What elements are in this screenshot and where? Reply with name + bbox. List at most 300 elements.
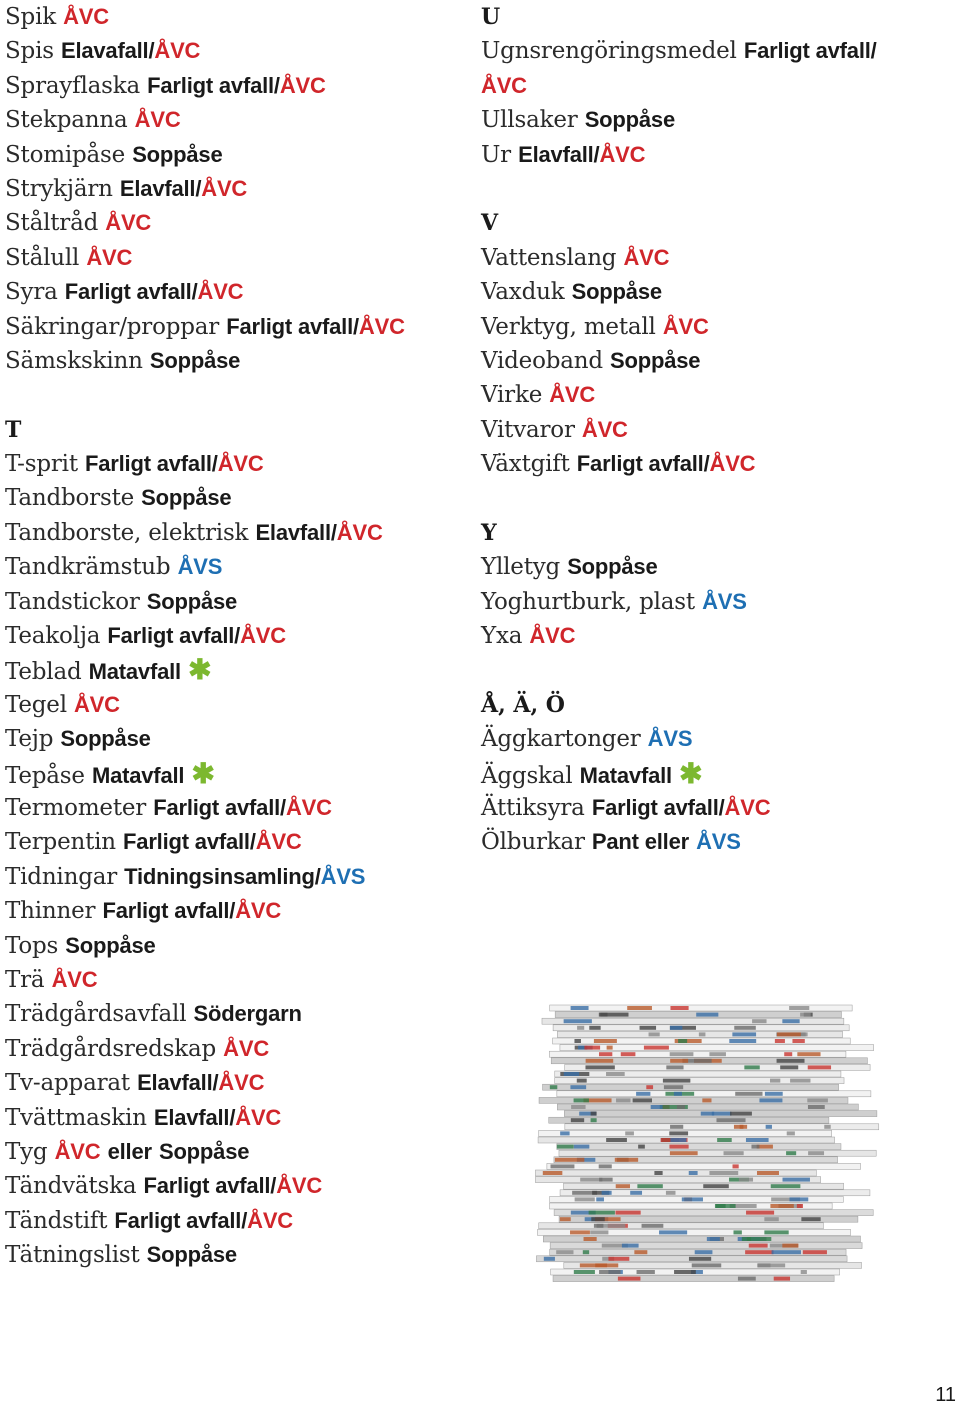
item-name: Äggskal (481, 762, 573, 789)
newspaper-print (792, 1039, 804, 1043)
newspaper-print (808, 1065, 831, 1069)
newspaper-print (734, 1125, 743, 1129)
disposal-label: Soppåse (146, 588, 238, 614)
item-name: Vattenslang (481, 244, 617, 271)
spacer (481, 653, 956, 687)
newspaper-print (807, 1098, 828, 1102)
newspaper-print (699, 1032, 706, 1036)
disposal-label: ÅVC (599, 141, 646, 167)
disposal-label: Soppåse (132, 141, 223, 167)
disposal-label: ÅVC (481, 72, 527, 98)
item-name: Tejp (5, 726, 54, 753)
disposal-label: Pant eller (591, 829, 689, 855)
list-item (5, 0, 465, 34)
disposal-label: ÅVC (54, 1138, 101, 1164)
disposal-label: Soppåse (60, 726, 151, 752)
newspaper-print (757, 1171, 779, 1175)
spacer (481, 172, 956, 206)
disposal-label: Elavfall/ (255, 519, 337, 545)
newspaper-print (751, 1145, 759, 1149)
newspaper-print (739, 1178, 753, 1182)
newspaper-print (649, 1032, 660, 1036)
newspaper-print (732, 1032, 756, 1036)
newspaper-print (729, 1039, 756, 1043)
disposal-label: Soppåse (571, 279, 662, 305)
newspaper-print (787, 1131, 795, 1135)
list-item (5, 1238, 465, 1272)
item-name: Terpentin (5, 829, 116, 856)
newspaper-print (733, 1164, 739, 1168)
newspaper-print (749, 1244, 768, 1248)
newspaper-print (659, 1230, 687, 1234)
newspaper-print (801, 1217, 820, 1221)
list-item (5, 757, 465, 791)
newspaper-print (678, 1039, 687, 1043)
newspaper-print (586, 1059, 614, 1063)
disposal-label: Soppåse (158, 1138, 250, 1164)
newspaper-print (733, 1230, 741, 1234)
newspaper-print (636, 1092, 650, 1096)
newspaper-print (594, 1039, 617, 1043)
newspaper-print (774, 1277, 790, 1281)
newspaper-print (608, 1257, 629, 1261)
newspaper-print (772, 1250, 801, 1254)
newspaper-print (770, 1079, 780, 1083)
newspaper-print (801, 1032, 807, 1036)
newspaper-print (707, 1237, 720, 1241)
item-name: Tandborste, elektrisk (5, 519, 249, 546)
newspaper-print (585, 1065, 614, 1069)
list-item (5, 653, 465, 687)
disposal-label: ÅVS (702, 588, 747, 614)
newspaper-print (571, 1105, 585, 1109)
item-name: Tv-apparat (5, 1070, 130, 1097)
newspaper-print (670, 1125, 683, 1129)
asterisk-icon: ✱ (679, 757, 703, 789)
newspaper-print (570, 1085, 586, 1089)
newspaper-print (745, 1250, 773, 1254)
list-item (5, 310, 465, 344)
list-item (481, 757, 956, 791)
disposal-label: Farligt avfall/ (576, 451, 710, 477)
list-item (481, 825, 956, 859)
disposal-label: ÅVC (662, 313, 709, 339)
disposal-label: Elavfall/ (119, 175, 202, 201)
newspaper-print (670, 1006, 688, 1010)
list-item (481, 344, 956, 378)
disposal-label: ÅVC (218, 1070, 265, 1096)
newspaper-print (689, 1257, 711, 1261)
newspaper-print (550, 1085, 557, 1089)
disposal-label: Matavfall (91, 762, 185, 788)
item-name: Trädgårdsavfall (5, 1001, 187, 1028)
newspaper-layer (565, 1124, 879, 1130)
disposal-label: Farligt avfall/ (114, 1207, 248, 1233)
newspaper-print (746, 1211, 774, 1215)
disposal-label: Farligt avfall/ (153, 794, 286, 820)
newspaper-print (716, 1204, 736, 1208)
item-name: Teakolja (5, 623, 101, 650)
newspaper-print (591, 1217, 604, 1221)
list-item (5, 1169, 465, 1203)
newspaper-print (590, 1230, 608, 1234)
disposal-label: ÅVC (51, 966, 98, 992)
newspaper-layer (550, 1243, 862, 1249)
newspaper-print (717, 1138, 732, 1142)
disposal-label: ÅVC (235, 1104, 282, 1130)
newspaper-print (544, 1257, 555, 1261)
newspaper-print (557, 1145, 574, 1149)
list-item (481, 241, 956, 275)
newspaper-print (599, 1013, 629, 1017)
newspaper-print (591, 1118, 597, 1122)
item-name: Ugnsrengöringsmedel (481, 38, 737, 65)
list-item (5, 172, 465, 206)
right-column (481, 0, 956, 860)
disposal-label: ÅVS (320, 863, 366, 889)
list-item (481, 447, 956, 481)
newspaper-print (797, 1204, 803, 1208)
newspaper-print (599, 1164, 612, 1168)
newspaper-print (759, 1098, 782, 1102)
newspaper-print (766, 1125, 772, 1129)
newspaper-print (640, 1026, 657, 1030)
disposal-label: ÅVC (154, 38, 201, 64)
disposal-label: ÅVS (177, 554, 223, 580)
newspaper-print (674, 1270, 696, 1274)
newspaper-print (808, 1151, 824, 1155)
newspaper-print (574, 1145, 590, 1149)
list-item (481, 103, 956, 137)
list-item (5, 34, 465, 68)
newspaper-print (808, 1105, 825, 1109)
left-column (5, 0, 465, 1272)
newspaper-print (738, 1277, 756, 1281)
newspaper-layer (557, 1091, 871, 1097)
newspaper-print (651, 1105, 663, 1109)
item-name: Spik (5, 4, 56, 30)
newspaper-print (599, 1270, 620, 1274)
newspaper-layer (559, 1150, 876, 1156)
newspaper-print (712, 1112, 732, 1116)
newspaper-print (574, 1039, 581, 1043)
list-item (481, 791, 956, 825)
newspaper-print (634, 1250, 647, 1254)
newspaper-print (571, 1118, 584, 1122)
newspaper-print (790, 1197, 809, 1201)
item-name: Trädgårdsredskap (5, 1035, 217, 1062)
item-name: Stålull (5, 244, 80, 271)
item-name: Thinner (5, 898, 96, 925)
list-item (5, 1204, 465, 1238)
newspaper-print (664, 1085, 683, 1089)
page-number: 11 (935, 1384, 956, 1406)
newspaper-print (797, 1052, 820, 1056)
list-item (5, 997, 465, 1031)
newspaper-print (689, 1171, 698, 1175)
newspaper-stack-photo (510, 985, 890, 1295)
newspaper-print (580, 1178, 602, 1182)
item-name: Termometer (5, 794, 147, 821)
list-item (5, 69, 465, 103)
disposal-label: ÅVC (217, 451, 264, 477)
item-name: Ståltråd (5, 210, 99, 237)
disposal-label: ÅVS (647, 726, 693, 752)
disposal-label: Farligt avfall/ (85, 451, 218, 477)
newspaper-print (654, 1171, 662, 1175)
item-name: Växtgift (481, 451, 570, 478)
disposal-label: Matavfall (88, 659, 181, 685)
disposal-label: ÅVC (336, 519, 383, 545)
newspaper-print (764, 1230, 788, 1234)
newspaper-print (742, 1237, 751, 1241)
disposal-label: Farligt avfall/ (64, 279, 198, 305)
disposal-label: ÅVC (549, 382, 596, 408)
newspaper-print (621, 1052, 636, 1056)
newspaper-print (589, 1211, 615, 1215)
newspaper-print (746, 1138, 769, 1142)
newspaper-print (770, 1204, 793, 1208)
list-item (5, 1032, 465, 1066)
newspaper-print (625, 1131, 634, 1135)
list-item (5, 481, 465, 515)
newspaper-print (777, 1059, 805, 1063)
item-name: Yoghurtburk, plast (481, 588, 695, 615)
disposal-label: Farligt avfall/ (743, 38, 877, 64)
newspaper-print (670, 1138, 686, 1142)
item-name: Äggkartonger (481, 726, 641, 753)
newspaper-print (790, 1079, 810, 1083)
newspaper-print (775, 1039, 785, 1043)
item-name: Tändstift (5, 1207, 108, 1234)
newspaper-print (560, 1217, 571, 1221)
newspaper-print (801, 1270, 807, 1274)
newspaper-print (692, 1263, 722, 1267)
newspaper-print (824, 1125, 830, 1129)
item-name: Sprayflaska (5, 72, 141, 99)
newspaper-print (642, 1224, 664, 1228)
newspaper-print (670, 1151, 698, 1155)
list-item (5, 138, 465, 172)
item-name: Virke (481, 382, 543, 409)
item-name: Videoband (481, 347, 603, 374)
newspaper-print (696, 1013, 718, 1017)
newspaper-print (666, 1191, 676, 1195)
newspaper-print (800, 1013, 811, 1017)
item-name: Tops (5, 932, 59, 959)
disposal-label: Farligt avfall/ (123, 829, 256, 855)
disposal-label: ÅVC (134, 107, 181, 133)
newspaper-print (765, 1092, 783, 1096)
newspaper-print (786, 1151, 796, 1155)
spacer (481, 481, 956, 515)
newspaper-layer (539, 1223, 824, 1229)
item-name: Ullsaker (481, 107, 578, 134)
newspaper-print (615, 1158, 638, 1162)
asterisk-icon: ✱ (188, 654, 212, 686)
item-name: Ylletyg (481, 554, 561, 581)
newspaper-print (782, 1244, 798, 1248)
list-item (5, 516, 465, 550)
newspaper-print (784, 1052, 792, 1056)
newspaper-print (599, 1052, 612, 1056)
newspaper-print (606, 1072, 625, 1076)
newspaper-print (584, 1237, 597, 1241)
disposal-label: Soppåse (610, 347, 701, 373)
disposal-label: ÅVC (724, 794, 771, 820)
list-item (481, 34, 956, 68)
disposal-label: Soppåse (65, 932, 156, 958)
item-name: Tändvätska (5, 1173, 137, 1200)
list-item (5, 963, 465, 997)
newspaper-print (777, 1032, 801, 1036)
disposal-label: Soppåse (149, 347, 241, 373)
newspaper-print (622, 1244, 639, 1248)
newspaper-print (584, 1046, 600, 1050)
newspaper-print (669, 1131, 688, 1135)
newspaper-print (551, 1164, 575, 1168)
disposal-label: Soppåse (141, 485, 232, 511)
item-name: Tepåse (5, 762, 85, 789)
newspaper-print (591, 1112, 597, 1116)
newspaper-print (782, 1019, 799, 1023)
newspaper-print (574, 1098, 589, 1102)
item-name: Trä (5, 966, 45, 993)
newspaper-print (570, 1230, 590, 1234)
newspaper-print (764, 1217, 778, 1221)
asterisk-icon: ✱ (191, 757, 215, 789)
newspaper-print (669, 1145, 688, 1149)
list-item (5, 860, 465, 894)
item-name: T-sprit (5, 451, 78, 478)
list-item (5, 447, 465, 481)
item-name: Stomipåse (5, 141, 126, 168)
item-name: Säkringar/proppar (5, 313, 220, 340)
disposal-label: ÅVC (276, 1173, 323, 1199)
disposal-label: ÅVC (63, 4, 109, 29)
list-item (5, 1135, 465, 1169)
newspaper-layer (535, 1177, 820, 1183)
disposal-label: Elavfall/ (153, 1104, 236, 1130)
list-item (481, 585, 956, 619)
disposal-label: Södergarn (193, 1001, 302, 1027)
newspaper-layer (554, 1157, 838, 1163)
newspaper-print (599, 1178, 612, 1182)
newspaper-print (574, 1270, 595, 1274)
item-name: Tandkrämstub (5, 554, 171, 581)
list-item (5, 688, 465, 722)
newspaper-print (709, 1052, 726, 1056)
disposal-label: ÅVC (223, 1035, 270, 1061)
item-name: Tegel (5, 691, 67, 718)
newspaper-print (663, 1079, 690, 1083)
list-item (5, 206, 465, 240)
newspaper-print (556, 1250, 573, 1254)
list-item (5, 344, 465, 378)
newspaper-print (771, 1184, 801, 1188)
disposal-label: Farligt avfall/ (107, 623, 241, 649)
item-name: Syra (5, 279, 58, 306)
newspaper-print (571, 1006, 589, 1010)
item-name: Ölburkar (481, 829, 585, 856)
newspaper-print (734, 1026, 756, 1030)
disposal-label: ÅVC (201, 175, 248, 201)
disposal-label: Farligt avfall/ (147, 72, 280, 98)
item-name: Tvättmaskin (5, 1104, 147, 1131)
newspaper-print (594, 1224, 603, 1228)
item-name: Strykjärn (5, 175, 113, 202)
newspaper-print (695, 1250, 713, 1254)
disposal-label: ÅVC (247, 1207, 293, 1233)
newspaper-print (555, 1158, 584, 1162)
disposal-label: ÅVC (285, 794, 332, 820)
disposal-label: ÅVC (235, 898, 282, 924)
newspaper-print (560, 1131, 569, 1135)
newspaper-layer (555, 1071, 841, 1077)
list-item (5, 722, 465, 756)
disposal-label: ÅVC (358, 313, 405, 339)
list-item (5, 825, 465, 859)
newspaper-print (616, 1098, 630, 1102)
disposal-label: Matavfall (579, 762, 672, 788)
item-name: Vaxduk (481, 279, 565, 306)
newspaper-print (702, 1098, 711, 1102)
newspaper-print (630, 1191, 642, 1195)
newspaper-print (716, 1118, 745, 1122)
list-item (481, 138, 956, 172)
disposal-label: Elavafall/ (60, 38, 155, 64)
newspaper-print (627, 1006, 652, 1010)
list-item (5, 1101, 465, 1135)
item-name: Vitvaror (481, 416, 575, 443)
newspaper-print (638, 1145, 645, 1149)
disposal-label: ÅVC (105, 210, 152, 236)
item-name: Spis (5, 38, 54, 65)
newspaper-layer (547, 1163, 861, 1169)
newspaper-print (564, 1019, 592, 1023)
spacer (5, 378, 465, 412)
list-item (481, 619, 956, 653)
list-item (5, 103, 465, 137)
newspaper-print (543, 1171, 563, 1175)
newspaper-print (789, 1006, 809, 1010)
list-item (5, 275, 465, 309)
list-item (481, 413, 956, 447)
section-heading: V (481, 210, 499, 237)
list-item (5, 929, 465, 963)
newspaper-print (670, 1026, 682, 1030)
disposal-label: Tidningsinsamling/ (124, 863, 321, 889)
newspaper-print (580, 1263, 607, 1267)
newspaper-print (744, 1065, 759, 1069)
list-item (5, 894, 465, 928)
newspaper-layer (553, 1276, 834, 1282)
disposal-label: ÅVC (709, 451, 756, 477)
newspaper-print (637, 1270, 655, 1274)
disposal-label: ÅVC (581, 416, 628, 442)
newspaper-print (577, 1026, 584, 1030)
disposal-label: Elavfall/ (518, 141, 600, 167)
disposal-label: Farligt avfall/ (143, 1173, 277, 1199)
disposal-label: ÅVC (279, 72, 326, 98)
newspaper-print (644, 1046, 669, 1050)
newspaper-print (709, 1171, 738, 1175)
newspaper-print (752, 1019, 766, 1023)
newspaper-print (583, 1250, 589, 1254)
newspaper-print (682, 1197, 703, 1201)
disposal-label: ÅVC (529, 623, 576, 649)
newspaper-print (575, 1197, 595, 1201)
